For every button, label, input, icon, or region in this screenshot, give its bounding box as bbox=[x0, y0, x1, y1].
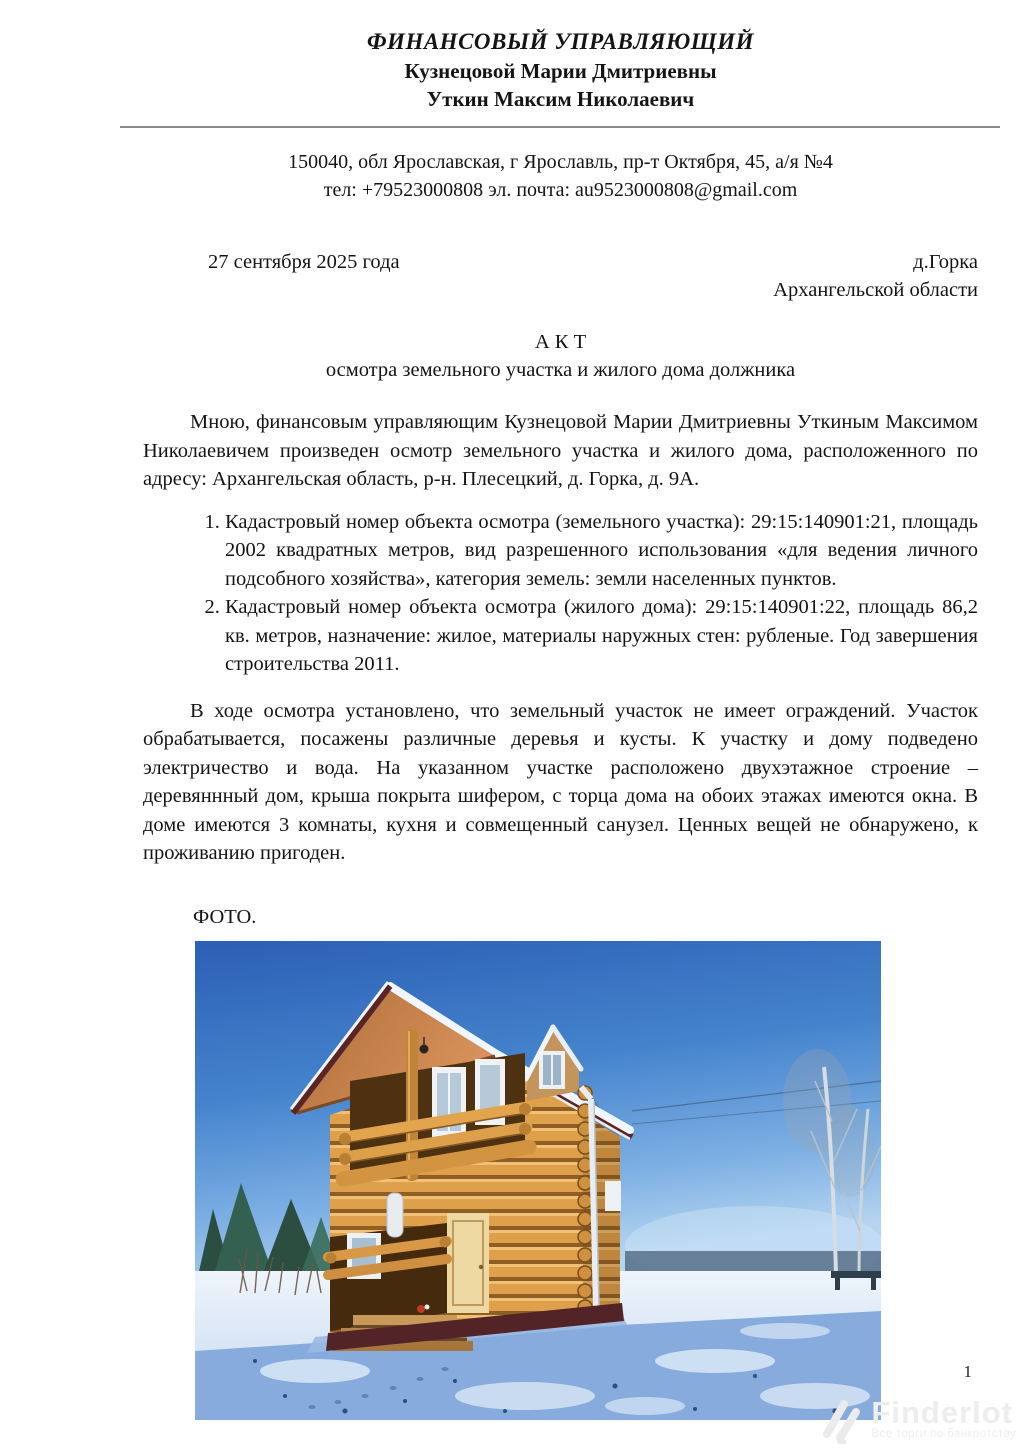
cadastral-list bbox=[143, 508, 978, 679]
property-photo bbox=[195, 941, 881, 1420]
watermark-tagline: Все торги по банкротству bbox=[871, 1428, 1016, 1440]
property-photo-svg bbox=[195, 941, 881, 1420]
cadastral-item-house: 2. Кадастровый номер объекта осмотра (жилого дома): 29:15:140901:22, площадь 86,2 кв. метров, назначение: жилое, материалы наружных стен: рубленые. Год завершения строительства 2011. bbox=[225, 593, 978, 679]
place-line-2: Архангельской области bbox=[773, 279, 978, 301]
photo-label: ФОТО. bbox=[193, 905, 257, 928]
cadastral-item-land: 1. Кадастровый номер объекта осмотра (земельного участка): 29:15:140901:21, площадь 2002 квадратных метров, вид разрешенного использования «для ведения личного подсобного хозяйства», категория земель: земли населенных пунктов. bbox=[225, 508, 978, 594]
act-paragraph-intro: Мною, финансовым управляющим Кузнецовой Марии Дмитриевны Уткиным Максимом Николаевичем произведен осмотр земельного участка и жилого дома, расположенного по адресу: Архангельская область, р-н. Плесецкий, д. Горка, д. 9А. bbox=[143, 411, 978, 490]
document-content bbox=[143, 0, 978, 1420]
watermark-brand: Finderlot bbox=[871, 1395, 1014, 1430]
document-place bbox=[773, 248, 978, 304]
act-paragraph-findings: В ходе осмотра установлено, что земельный участок не имеет ограждений. Участок обрабатывается, посажены различные деревья и кусты. К участку и дому подведено электричество и вода. На указанном участке расположено двухэтажное строение – деревяннный дом, крыша покрыта шифером, с торца дома на обоих этажах имеются окна. В доме имеются 3 комнаты, кухня и совмещенный санузел. Ценных вещей не обнаружено, к проживанию пригоден. bbox=[143, 699, 978, 864]
date-place-row bbox=[143, 248, 978, 304]
letterhead-phone-email-line: тел: +79523000808 эл. почта: au9523000808@gmail.com bbox=[323, 179, 798, 201]
letterhead-title: ФИНАНСОВЫЙ УПРАВЛЯЮЩИЙ bbox=[367, 29, 754, 54]
act-title: А К Т bbox=[534, 331, 587, 353]
act-subtitle: осмотра земельного участка и жилого дома должника bbox=[325, 359, 796, 381]
watermark-text bbox=[871, 1395, 1016, 1440]
letterhead-name-manager: Уткин Максим Николаевич bbox=[426, 87, 695, 111]
document-date: 27 сентября 2025 года bbox=[208, 251, 400, 273]
finderlot-logo-icon bbox=[820, 1394, 864, 1444]
letterhead bbox=[143, 27, 978, 113]
header-divider bbox=[120, 126, 1000, 128]
place-line-1: д.Горка bbox=[913, 251, 978, 273]
watermark bbox=[820, 1394, 1016, 1444]
letterhead-name-debtor: Кузнецовой Марии Дмитриевны bbox=[404, 59, 717, 83]
letterhead-address-line: 150040, обл Ярославская, г Ярославль, пр-т Октября, 45, а/я №4 bbox=[288, 151, 833, 173]
page-number: 1 bbox=[963, 1362, 972, 1381]
house-side-window bbox=[605, 1181, 621, 1211]
letterhead-contacts bbox=[143, 148, 978, 204]
